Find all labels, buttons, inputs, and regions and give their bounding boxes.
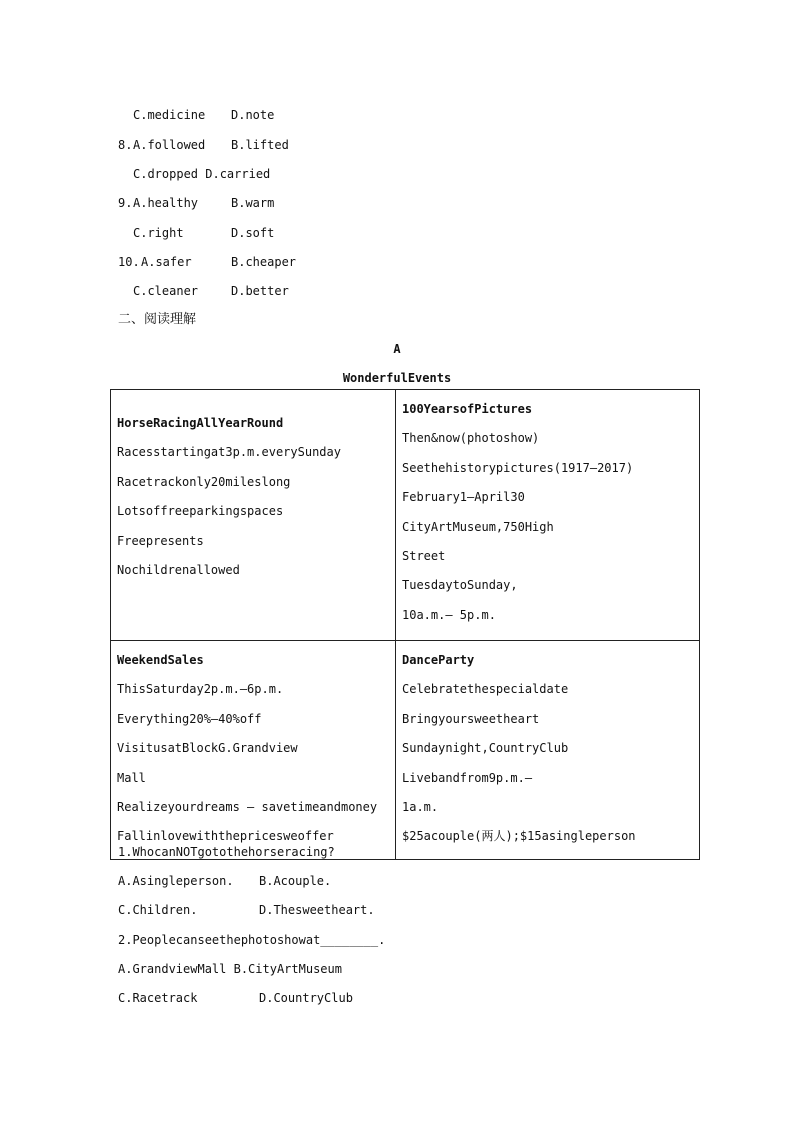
option-text: D.soft xyxy=(231,226,275,240)
cell-line: Nochildrenallowed xyxy=(117,562,240,577)
option-text: A.safer xyxy=(141,255,192,269)
pictures-cell xyxy=(396,390,700,641)
events-table xyxy=(110,389,700,860)
cell-line: Celebratethespecialdate xyxy=(402,682,569,697)
passage-title: WonderfulEvents xyxy=(342,371,452,385)
cell-title: 100YearsofPictures xyxy=(402,402,533,416)
option-text: D.note xyxy=(231,108,275,122)
cell-line: Bringyoursweetheart xyxy=(402,711,540,726)
option-text: B.lifted xyxy=(231,138,289,152)
option-text: A.Asingleperson. xyxy=(118,874,234,888)
cell-line: Sundaynight,CountryClub xyxy=(402,741,569,756)
option-text: B.cheaper xyxy=(231,255,297,269)
cell-line: Street xyxy=(402,548,446,563)
cell-line: Freepresents xyxy=(117,533,204,548)
cell-line: Livebandfrom9p.m.— xyxy=(402,770,533,785)
option-text: C.dropped D.carried xyxy=(133,167,271,181)
option-text: D.better xyxy=(231,284,289,298)
cell-line: $25acouple(两人);$15asingleperson xyxy=(402,829,636,844)
option-text: A.followed xyxy=(133,138,206,152)
option-text: B.Acouple. xyxy=(259,874,332,888)
cell-line: Racesstartingat3p.m.everySunday xyxy=(117,445,341,460)
question-stem: 2.Peoplecanseethephotoshowat________. xyxy=(118,933,386,947)
cell-title: HorseRacingAllYearRound xyxy=(117,416,284,430)
cell-line: Then&now(photoshow) xyxy=(402,431,540,446)
weekend-sales-cell xyxy=(111,641,396,860)
cell-line: TuesdaytoSunday, xyxy=(402,578,518,593)
question-number: 8. xyxy=(118,138,133,152)
horse-racing-cell xyxy=(111,390,396,641)
cell-line: 1a.m. xyxy=(402,799,439,814)
option-text: C.cleaner xyxy=(133,284,199,298)
section-title: 二、阅读理解 xyxy=(118,312,197,327)
option-text: C.Racetrack xyxy=(118,991,198,1005)
cell-line: CityArtMuseum,750High xyxy=(402,519,554,534)
cell-line: February1—April30 xyxy=(402,490,525,505)
question-stem: 1.WhocanNOTgotothehorseracing? xyxy=(118,845,335,859)
cell-line: 10a.m.— 5p.m. xyxy=(402,607,496,622)
passage-letter: A xyxy=(393,342,401,356)
option-text: B.warm xyxy=(231,196,275,210)
option-text: C.Children. xyxy=(118,903,198,917)
cell-title: WeekendSales xyxy=(117,653,204,667)
cell-line: VisitusatBlockG.Grandview xyxy=(117,741,298,756)
option-text: C.right xyxy=(133,226,184,240)
cell-line: Fallinlovewiththepricesweoffer xyxy=(117,829,334,844)
cell-line: ThisSaturday2p.m.—6p.m. xyxy=(117,682,284,697)
option-text: D.Thesweetheart. xyxy=(259,903,375,917)
cell-line: Lotsoffreeparkingspaces xyxy=(117,504,284,519)
cell-line: Realizeyourdreams — savetimeandmoney xyxy=(117,799,378,814)
cell-line: Seethehistorypictures(1917—2017) xyxy=(402,460,634,475)
option-text: A.healthy xyxy=(133,196,199,210)
question-number: 9. xyxy=(118,196,133,210)
cell-title: DanceParty xyxy=(402,653,475,667)
dance-party-cell xyxy=(396,641,700,860)
option-text: D.CountryClub xyxy=(259,991,353,1005)
option-text: C.medicine xyxy=(133,108,206,122)
cell-line: Racetrackonly20mileslong xyxy=(117,474,291,489)
question-number: 10. xyxy=(118,255,140,269)
option-text: A.GrandviewMall B.CityArtMuseum xyxy=(118,962,342,976)
cell-line: Mall xyxy=(117,770,146,785)
cell-line: Everything20%—40%off xyxy=(117,711,262,726)
